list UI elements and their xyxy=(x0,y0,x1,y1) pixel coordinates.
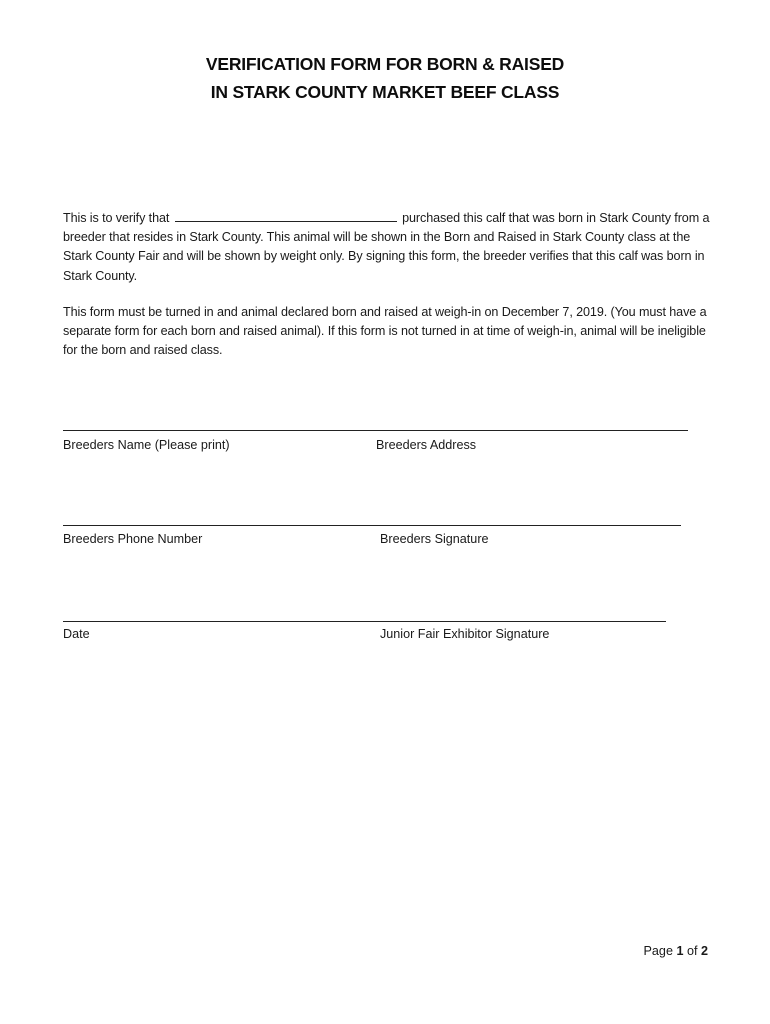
page-word: Page xyxy=(643,944,673,958)
exhibitor-signature-label: Junior Fair Exhibitor Signature xyxy=(380,627,550,641)
form-title-line-2: IN STARK COUNTY MARKET BEEF CLASS xyxy=(210,82,560,102)
verification-text: purchased this calf that was born in Stark County from a breeder that resides in Stark County. This animal will be shown in the Born and Raised in Stark County class at the Stark County Fair and will be shown by weight only. By signing this form, the breeder verifies that this calf was born in Stark County. xyxy=(63,211,710,283)
breeders-phone-label: Breeders Phone Number xyxy=(63,532,203,546)
page-total: 2 xyxy=(700,944,708,958)
breeder-phone-signature-line[interactable] xyxy=(63,525,681,526)
page-number xyxy=(644,943,708,959)
breeders-name-label: Breeders Name (Please print) xyxy=(63,438,230,452)
verification-prefix: This is to verify that xyxy=(63,211,170,225)
verification-paragraph xyxy=(63,208,713,286)
of-word: of xyxy=(686,944,698,958)
deadline-paragraph: This form must be turned in and animal declared born and raised at weigh-in on December 7, 2019. (You must have a separate form for each born and raised animal). If this form is not turned in at time of weigh-in, animal will be ineligible for the born and raised class. xyxy=(63,305,707,358)
date-label: Date xyxy=(63,627,90,641)
breeders-signature-label: Breeders Signature xyxy=(380,532,489,546)
date-exhibitor-signature-line[interactable] xyxy=(63,621,666,622)
purchaser-name-blank[interactable] xyxy=(175,208,397,222)
breeder-name-address-signature-line[interactable] xyxy=(63,430,688,431)
breeders-address-label: Breeders Address xyxy=(376,438,477,452)
form-title-line-1: VERIFICATION FORM FOR BORN & RAISED xyxy=(205,54,565,74)
page-current: 1 xyxy=(676,944,684,958)
